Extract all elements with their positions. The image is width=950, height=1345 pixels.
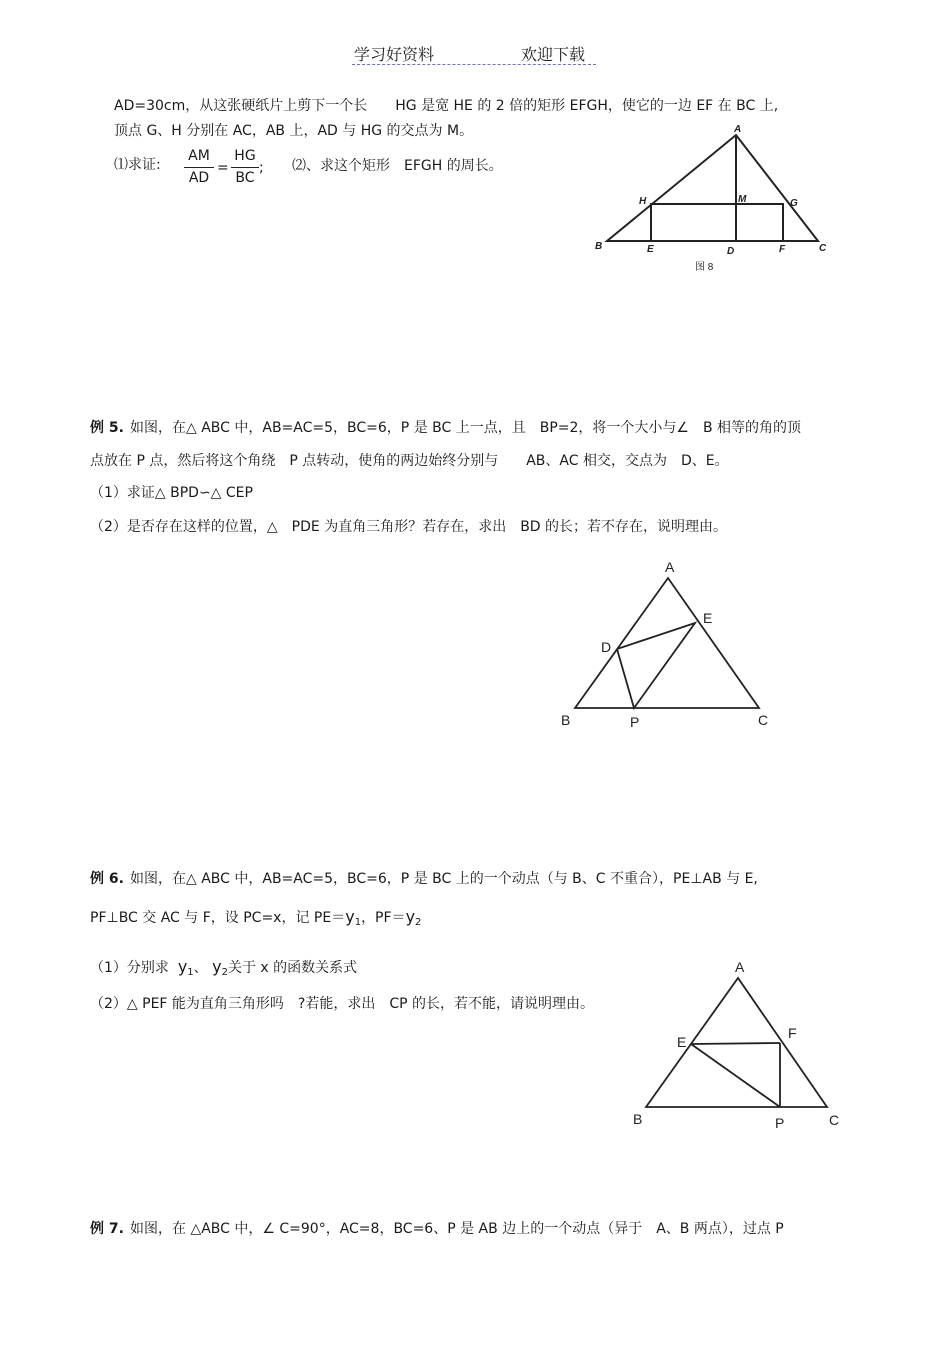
example6-q1-b: 关于 x 的函数关系式 [227, 960, 358, 976]
example6-q1-y1: y [177, 957, 188, 976]
ex5-label-c: C [758, 712, 769, 728]
fraction-am: AM [188, 148, 210, 164]
fig8-label-m: M [738, 194, 747, 205]
fig8-label-h: H [639, 196, 647, 207]
example6-line2-b: ，PF＝ [361, 910, 406, 926]
ex6-label-f: F [788, 1025, 797, 1041]
problem4-part2: ⑵、求这个矩形 EFGH 的周长。 [292, 158, 503, 174]
fig8-caption: 图 8 [695, 262, 714, 273]
fig8-label-c: C [819, 243, 827, 254]
example5-question2: （2）是否存在这样的位置，△ PDE 为直角三角形？若存在，求出 BD 的长；若不存在，说明理由。 [90, 519, 728, 535]
example6-q1-y2-sub: 2 [221, 967, 228, 978]
example6-title: 例 6. [90, 871, 124, 887]
ex6-label-c: C [829, 1112, 840, 1128]
example6-line2-a: PF⊥BC 交 AC 与 F，设 PC=x，记 PE＝ [90, 910, 346, 926]
fraction-ad: AD [188, 170, 210, 186]
example7-title: 例 7. [90, 1221, 124, 1237]
fig8-label-g: G [790, 198, 798, 209]
header-right-text: 欢迎下载 [521, 45, 586, 64]
ex5-label-d: D [601, 639, 612, 655]
fig8-label-f: F [779, 244, 786, 255]
triangle-abc [646, 978, 827, 1107]
header-underline [352, 64, 596, 65]
example6-q1-y1-sub: 1 [187, 967, 194, 978]
fig8-label-a: A [734, 124, 742, 135]
example6-y2-sub: 2 [415, 917, 422, 928]
figure-8-diagram [590, 118, 840, 278]
fig8-label-e: E [647, 244, 654, 255]
problem4-part1-label: ⑴求证: [114, 157, 161, 173]
fraction-hg-bc [231, 148, 259, 187]
ex6-label-p: P [775, 1115, 785, 1131]
fraction-bar [231, 167, 259, 168]
example6-y1: y [345, 907, 355, 926]
example5-line2: 点放在 P 点，然后将这个角绕 P 点转动，使角的两边始终分别与 AB、AC 相交，交点为 D、E。 [90, 453, 729, 469]
ex6-label-b: B [633, 1111, 643, 1127]
example5-triangle-diagram [555, 555, 785, 735]
ex6-label-a: A [735, 959, 745, 975]
ex5-label-b: B [561, 712, 571, 728]
ex5-label-a: A [665, 559, 675, 575]
fig8-label-d: D [727, 246, 735, 257]
triangle-pde [617, 623, 695, 708]
example6-line1: 如图，在△ ABC 中，AB=AC=5，BC=6，P 是 BC 上的一个动点（与 B、C 不重合），PE⊥AB 与 E, [130, 871, 758, 887]
example5-question1: （1）求证△ BPD∽△ CEP [90, 485, 253, 501]
rectangle-efgh [651, 204, 783, 241]
example6-q1-sep: 、 [193, 960, 208, 976]
segment-ef [691, 1043, 780, 1044]
example5-title: 例 5. [90, 420, 124, 436]
ex6-label-e: E [677, 1034, 687, 1050]
ex5-label-e: E [703, 610, 713, 626]
example6-y1-sub: 1 [354, 917, 362, 928]
fraction-bc: BC [235, 170, 255, 186]
fraction-equals: = [217, 160, 229, 176]
example6-y2: y [405, 907, 416, 926]
example6-q1-a: （1）分别求 [90, 960, 169, 976]
ex5-label-p: P [630, 714, 640, 730]
header-left-text: 学习好资料 [354, 45, 435, 64]
example5-line1: 如图，在△ ABC 中，AB=AC=5，BC=6，P 是 BC 上一点，且 BP=2，将一个大小与∠ B 相等的角的顶 [130, 420, 802, 436]
problem4-line2: 顶点 G、H 分别在 AC，AB 上，AD 与 HG 的交点为 M。 [114, 123, 474, 139]
fraction-semicolon: ; [259, 160, 264, 176]
example6-question2: （2）△ PEF 能为直角三角形吗 ?若能，求出 CP 的长，若不能，请说明理由。 [90, 996, 595, 1012]
example6-q1-y2: y [212, 957, 222, 976]
fraction-hg: HG [234, 148, 256, 164]
example7-line1: 如图，在 △ABC 中，∠ C=90°，AC=8，BC=6、P 是 AB 边上的一个动点（异于 A、B 两点），过点 P [130, 1221, 784, 1237]
segment-pe [691, 1044, 780, 1107]
fig8-label-b: B [595, 241, 603, 252]
triangle-abc [607, 135, 818, 241]
example6-question1 [90, 958, 357, 982]
example6-triangle-diagram [625, 955, 850, 1140]
example6-line2 [90, 908, 421, 932]
problem4-line1: AD=30cm，从这张硬纸片上剪下一个长 HG 是宽 HE 的 2 倍的矩形 EFGH，使它的一边 EF 在 BC 上, [114, 98, 779, 114]
fraction-bar [184, 167, 214, 168]
fraction-am-ad [184, 148, 214, 187]
